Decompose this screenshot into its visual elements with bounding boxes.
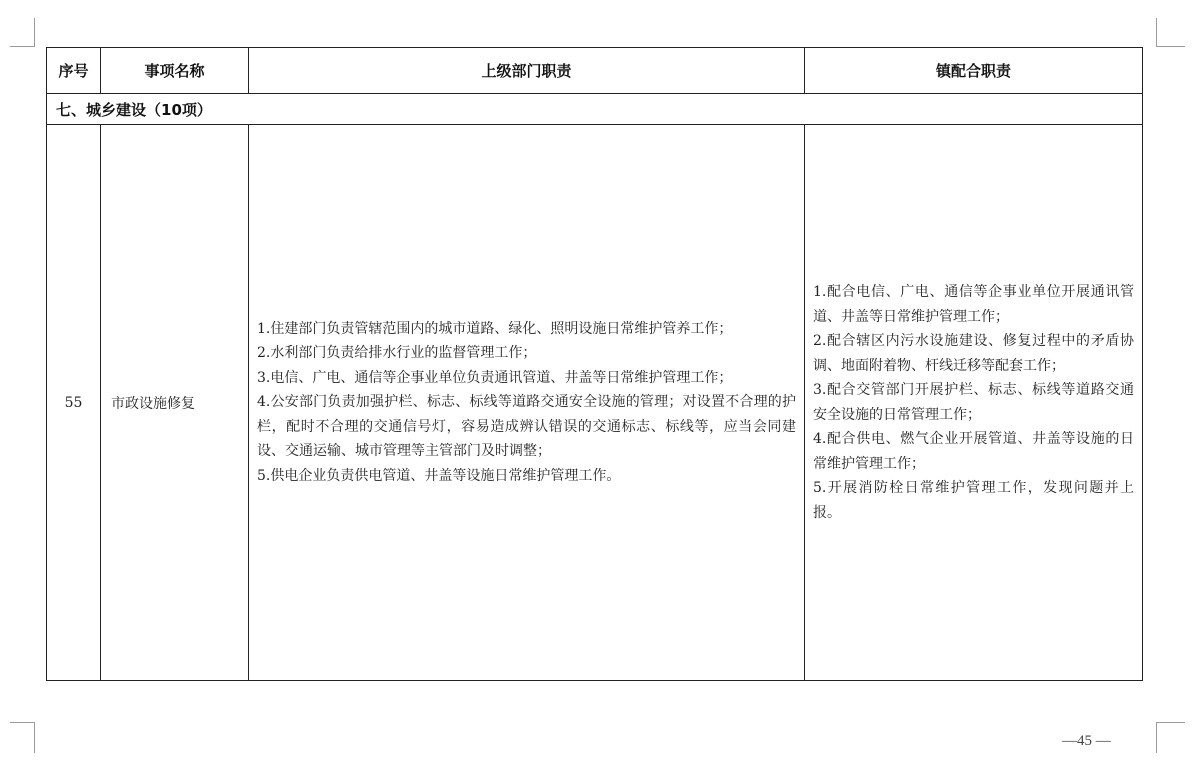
table-row [47, 125, 1143, 681]
header-superior-duty: 上级部门职责 [249, 48, 805, 94]
crop-mark-bottom-left [10, 722, 35, 753]
header-seq: 序号 [47, 48, 101, 94]
town-duty-line: 1.配合电信、广电、通信等企事业单位开展通讯管道、井盖等日常维护管理工作； [813, 284, 1134, 325]
town-duty-line: 5.开展消防栓日常维护管理工作，发现问题并上报。 [813, 480, 1134, 521]
superior-duty-line: 1.住建部门负责管辖范围内的城市道路、绿化、照明设施日常维护管养工作； [257, 320, 733, 337]
table-header-row [47, 48, 1143, 94]
crop-mark-bottom-right [1156, 722, 1185, 753]
section-row [47, 94, 1143, 125]
superior-duty-line: 2.水利部门负责给排水行业的监督管理工作； [257, 345, 537, 362]
section-title: 七、城乡建设（10项） [47, 94, 1143, 125]
row-item-name: 市政设施修复 [101, 125, 249, 681]
superior-duty-line: 5.供电企业负责供电管道、井盖等设施日常维护管理工作。 [257, 467, 621, 484]
town-duty-line: 3.配合交管部门开展护栏、标志、标线等道路交通安全设施的日常管理工作； [813, 382, 1134, 423]
page-number: —45 — [1062, 733, 1111, 749]
crop-mark-top-right [1156, 18, 1185, 47]
header-town-duty: 镇配合职责 [805, 48, 1143, 94]
town-duty-line: 2.配合辖区内污水设施建设、修复过程中的矛盾协调、地面附着物、杆线迁移等配套工作； [813, 333, 1134, 374]
row-superior-duty [249, 125, 805, 681]
duty-table [46, 47, 1143, 681]
crop-mark-top-left [10, 18, 35, 47]
superior-duty-line: 4.公安部门负责加强护栏、标志、标线等道路交通安全设施的管理；对设置不合理的护栏，配时不合理的交通信号灯，容易造成辨认错误的交通标志、标线等，应当会同建设、交通运输、城市管理等主管部门及时调整； [257, 394, 796, 460]
row-town-duty [805, 125, 1143, 681]
row-seq: 55 [47, 125, 101, 681]
header-item-name: 事项名称 [101, 48, 249, 94]
superior-duty-line: 3.电信、广电、通信等企事业单位负责通讯管道、井盖等日常维护管理工作； [257, 369, 733, 386]
town-duty-line: 4.配合供电、燃气企业开展管道、井盖等设施的日常维护管理工作； [813, 431, 1134, 472]
